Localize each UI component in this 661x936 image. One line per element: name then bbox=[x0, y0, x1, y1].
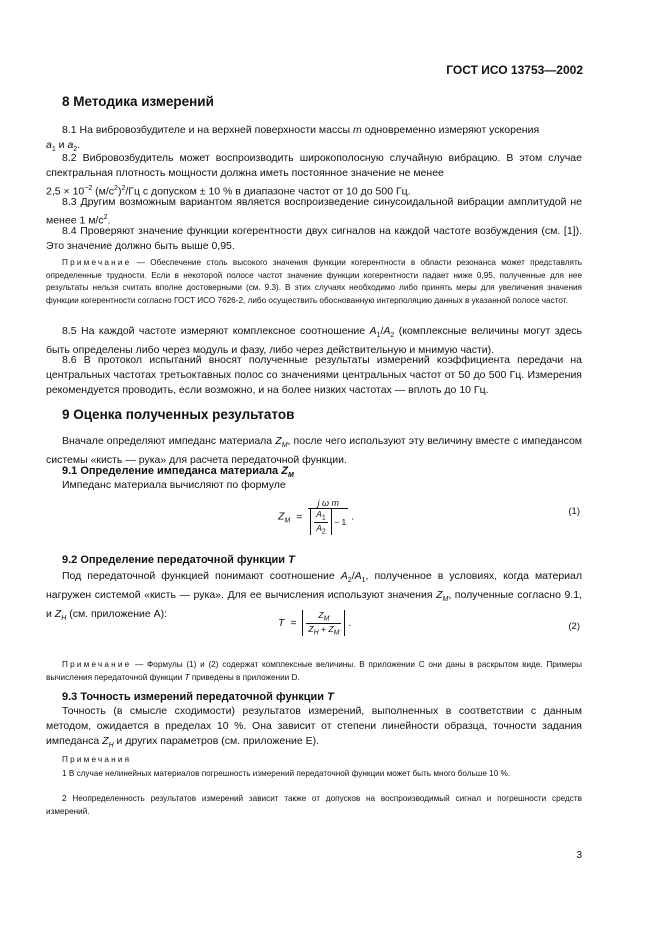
para-8-6: 8.6 В протокол испытаний вносят полученные результаты измерений коэффициента передачи на центральных частотах третьоктавных полос со значениями центральных частот от 50 до 500 Гц. Измерения рекомендуется проводить, если возможно, и на более низких частотах — вплоть до 10 Гц. bbox=[46, 354, 582, 396]
section-8-title: 8 Методика измерений bbox=[62, 94, 214, 109]
note-9-3-1: 1 В случае нелинейных материалов погрешность измерений передаточной функции может быть много больше 10 %. bbox=[62, 769, 511, 778]
note-9-2: Примечание — Формулы (1) и (2) содержат комплексные величины. В приложении С они даны в раскрытом виде. Примеры вычисления передаточной функции T приведены в приложении D. bbox=[46, 660, 582, 682]
para-8-2: 8.2 Вибровозбудитель может воспроизводить широкополосную случайную вибрацию. В этом случае спектральная плотность мощности должна иметь постоянное значение не менее $2,5 \times 10^{-2}$ $(м/с^2)^2/Гц$ с допуском ± 10 % в диапазоне частот от 10 до 500 Гц. bbox=[46, 152, 582, 198]
equation-1: $Z_M$ = j ω m $\frac{A_1}{A_2}$ − 1 . bbox=[278, 498, 355, 536]
document-id: ГОСТ ИСО 13753—2002 bbox=[446, 63, 583, 77]
subsection-9-2-title: 9.2 Определение передаточной функции T bbox=[62, 554, 295, 566]
para-9-intro: Вначале определяют импеданс материала $Z_M$, после чего используют эту величину вместе с импедансом системы «кисть — рука» для расчета передаточной функции. bbox=[46, 435, 582, 467]
note-8: Примечание — Обеспечение столь высокого значения функции когерентности в области резонанса может представлять определенные трудности. Если в некоторой полосе частот значение функции когерентности падает ниже 0,95, полученные для нее результаты нельзя считать вполне достоверными (см. 9.3). В этих случаях необходимо либо принять меры для увеличения значения функции когерентности согласно ГОСТ ИСО 7626-2, либо осуществить обоснованную интерполяцию данных в указанной полосе частот. bbox=[46, 258, 582, 305]
para-8-1: 8.1 На вибровозбудителе и на верхней поверхности массы m одновременно измеряют ускорения $a_1$ и $a_2$. bbox=[46, 124, 540, 154]
note-9-3-2: 2 Неопределенность результатов измерений зависит также от допусков на воспроизводимый сигнал и погрешности средств измерений. bbox=[46, 794, 582, 816]
equation-2: T = $\frac{Z_M}{Z_H + Z_M}$ . bbox=[278, 610, 352, 637]
notes-9-3-label: Примечания bbox=[62, 755, 132, 764]
para-8-5: 8.5 На каждой частоте измеряют комплексное соотношение $A_1/A_2$ (комплексные величины могут здесь быть определены либо через модуль и фазу, либо через действительную и мнимую части). bbox=[46, 325, 583, 357]
subsection-9-3-title: 9.3 Точность измерений передаточной функции T bbox=[62, 691, 334, 703]
para-9-3: Точность (в смысле сходимости) результатов измерений, выполненных в соответствии с данным методом, ожидается в пределах 10 %. Она зависит от степени линейности образца, точности задания импеданса $Z_H$ и других параметров (см. приложение Е). bbox=[46, 705, 582, 750]
para-8-4: 8.4 Проверяют значение функции когерентности двух сигналов на каждой частоте возбуждения (см. [1]). Это значение должно быть выше 0,95. bbox=[46, 225, 582, 252]
para-9-1: Импеданс материала вычисляют по формуле bbox=[62, 479, 286, 491]
equation-2-number: (2) bbox=[568, 621, 580, 632]
para-9-2: Под передаточной функцией понимают соотношение $A_2/A_1$, полученное в условиях, когда материал нагружен системой «кисть — рука». Для ее вычисления используют значения $Z_M$, полученные согласно 9.1, и $Z_H$ (см. приложение А): bbox=[46, 570, 582, 623]
section-9-title: 9 Оценка полученных результатов bbox=[62, 407, 295, 422]
page-number: 3 bbox=[576, 850, 582, 861]
subsection-9-1-title: 9.1 Определение импеданса материала $Z_M$ bbox=[62, 465, 294, 480]
para-8-3: 8.3 Другим возможным вариантом является воспроизведение синусоидальной вибрации амплитудой не менее 1 $м/с^2$. bbox=[46, 196, 582, 227]
equation-1-number: (1) bbox=[568, 506, 580, 517]
